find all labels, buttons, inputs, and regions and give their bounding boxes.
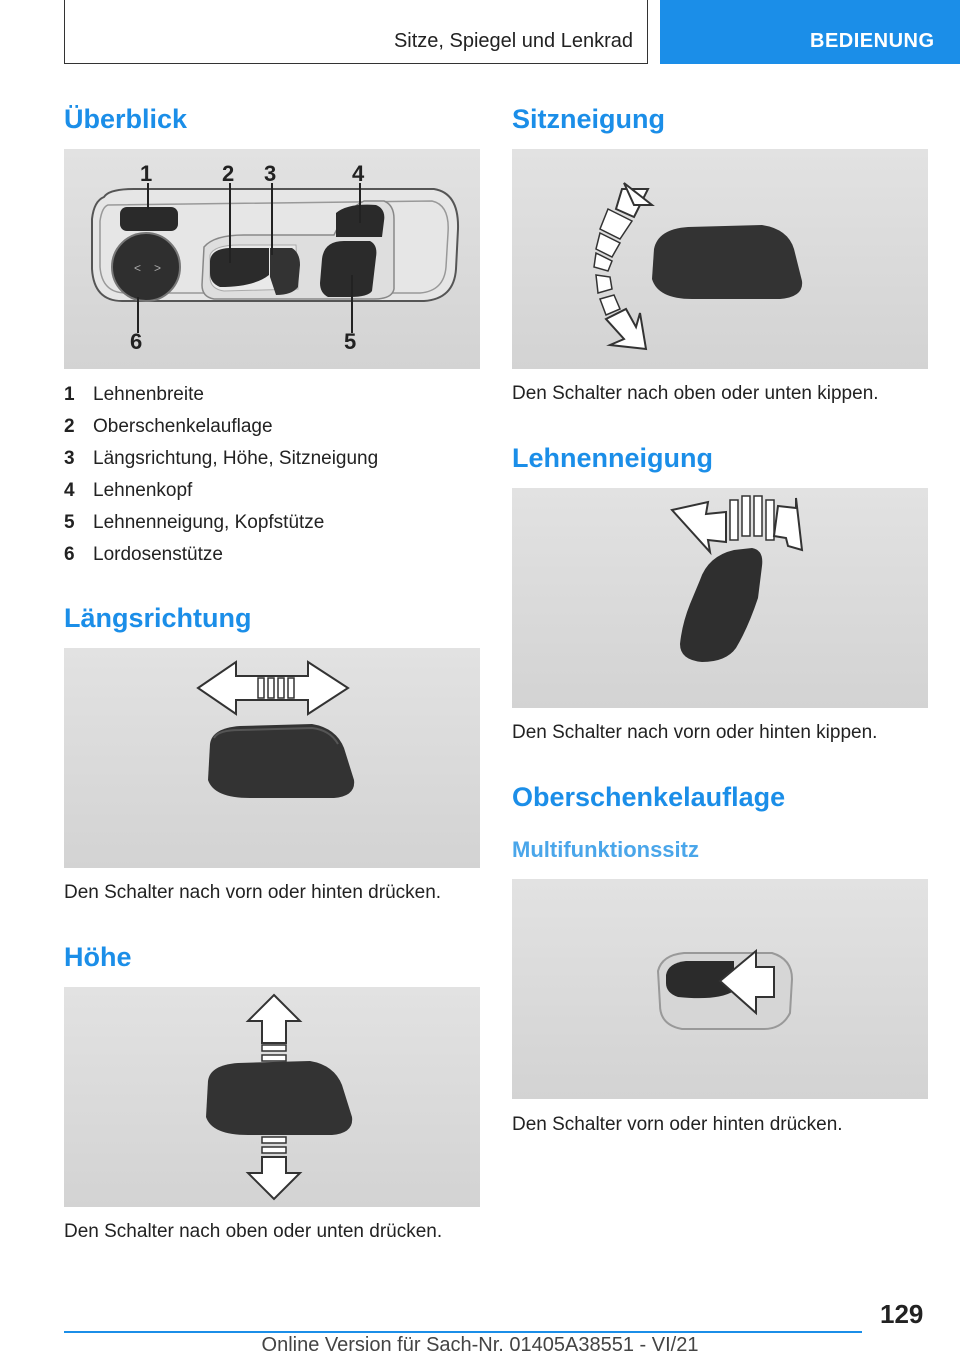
legend-label: Lehnenbreite — [93, 384, 204, 405]
caption-oberschenkelauflage: Den Schalter vorn oder hinten drücken. — [512, 1114, 843, 1135]
figure-sitzneigung — [512, 149, 928, 369]
caption-laengsrichtung: Den Schalter nach vorn oder hinten drücken. — [64, 882, 442, 903]
legend-item — [64, 476, 480, 508]
header-chapter-box — [64, 0, 648, 64]
header-section-tab[interactable] — [660, 0, 960, 64]
legend-label: Längsrichtung, Höhe, Sitzneigung — [93, 448, 379, 469]
page-number: 129 — [880, 1299, 924, 1329]
legend-number: 3 — [64, 448, 75, 469]
heading-sitzneigung: Sitzneigung — [512, 104, 665, 134]
callout-3: 3 — [264, 161, 277, 186]
figure-hoehe — [64, 987, 480, 1207]
legend-list — [64, 380, 480, 572]
figure-seat-controls-overview — [64, 149, 480, 369]
callout-2: 2 — [222, 161, 235, 186]
footer-version-text: Online Version für Sach-Nr. 01405A38551 - VI/21 — [261, 1334, 699, 1356]
heading-hoehe: Höhe — [64, 942, 132, 972]
caption-lehnenneigung: Den Schalter nach vorn oder hinten kippen. — [512, 722, 878, 743]
callout-5: 5 — [344, 329, 357, 354]
figure-lehnenneigung — [512, 488, 928, 708]
svg-text:<: < — [134, 261, 142, 275]
footer-divider — [64, 1331, 862, 1333]
legend-label: Lordosenstütze — [93, 544, 223, 565]
caption-sitzneigung: Den Schalter nach oben oder unten kippen. — [512, 383, 879, 404]
svg-text:>: > — [154, 261, 162, 275]
header-section-label: BEDIENUNG — [810, 30, 935, 52]
legend-number: 5 — [64, 512, 75, 533]
heading-oberschenkelauflage: Oberschenkelauflage — [512, 782, 786, 812]
header-chapter-title: Sitze, Spiegel und Lenkrad — [393, 30, 633, 52]
legend-number: 6 — [64, 544, 75, 565]
legend-item — [64, 412, 480, 444]
legend-label: Lehnenkopf — [93, 480, 193, 501]
legend-number: 2 — [64, 416, 75, 437]
legend-item — [64, 444, 480, 476]
callout-1: 1 — [140, 161, 153, 186]
callout-6: 6 — [130, 329, 143, 354]
legend-item — [64, 508, 480, 540]
legend-number: 1 — [64, 384, 75, 405]
legend-item — [64, 540, 480, 572]
figure-laengsrichtung — [64, 648, 480, 868]
legend-number: 4 — [64, 480, 75, 501]
heading-laengsrichtung: Längsrichtung — [64, 603, 252, 633]
caption-hoehe: Den Schalter nach oben oder unten drücken. — [64, 1221, 443, 1242]
legend-label: Lehnenneigung, Kopfstütze — [93, 512, 325, 533]
subheading-multifunktionssitz: Multifunktionssitz — [512, 837, 699, 862]
figure-oberschenkelauflage — [512, 879, 928, 1099]
legend-label: Oberschenkelauflage — [93, 416, 273, 437]
heading-lehnenneigung: Lehnenneigung — [512, 443, 713, 473]
legend-item — [64, 380, 480, 412]
heading-ueberblick: Überblick — [64, 104, 188, 134]
callout-4: 4 — [352, 161, 365, 186]
